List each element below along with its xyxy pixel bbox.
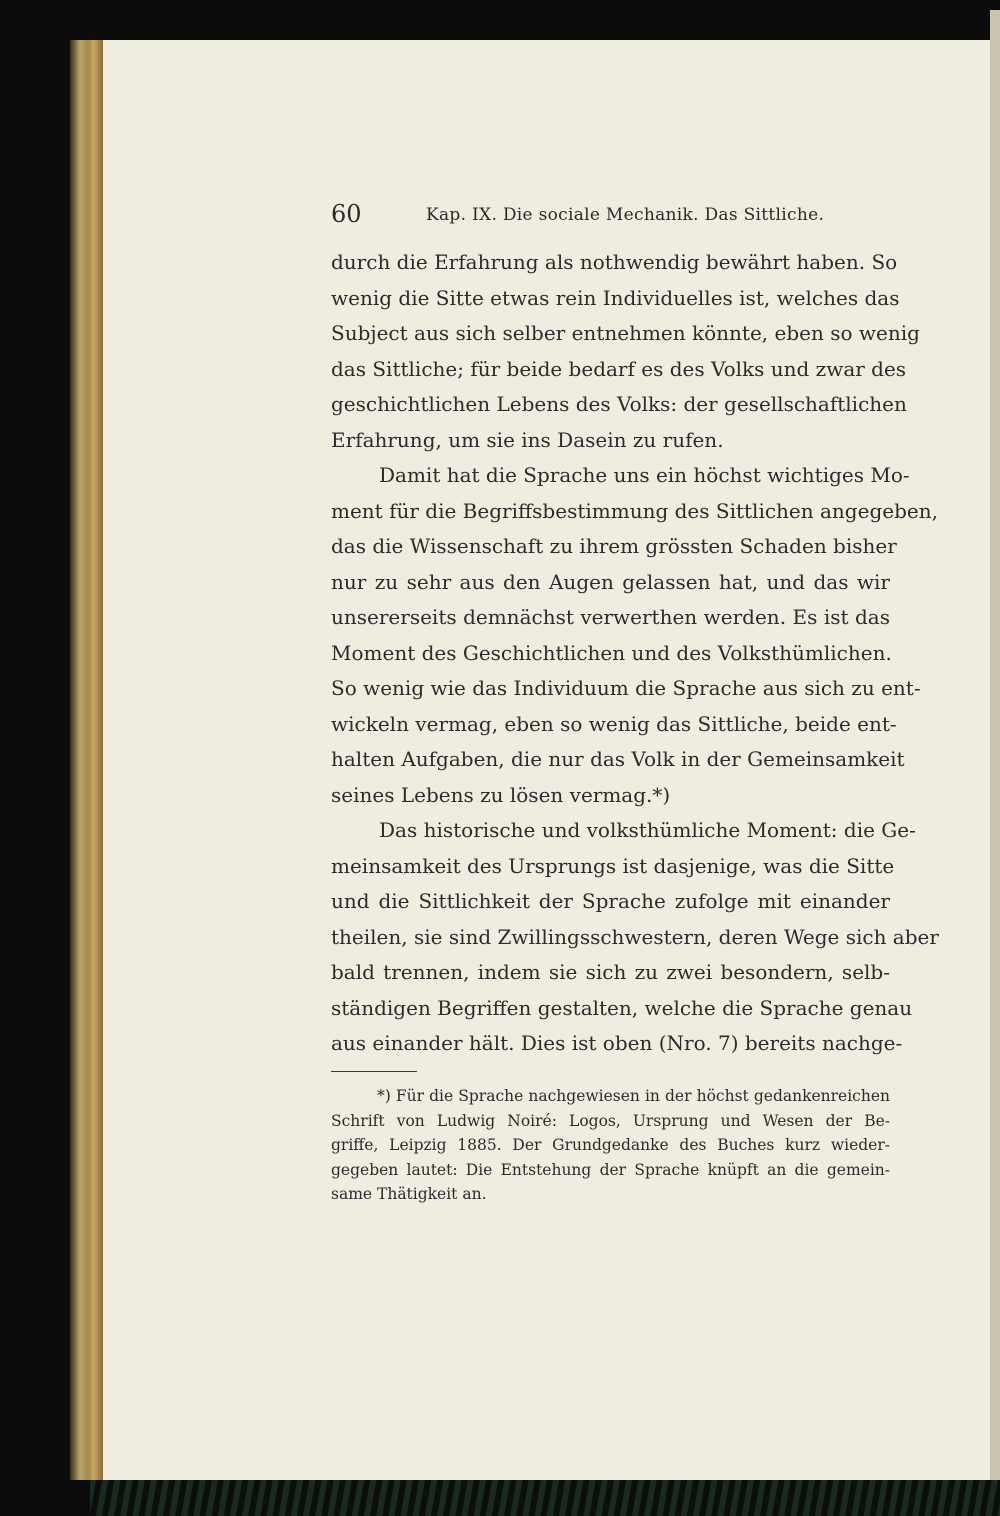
text-line: Subject aus sich selber entnehmen könnte, eben so wenig [331,321,920,345]
page-number: 60 [331,200,362,228]
text-line: seines Lebens zu lösen vermag.*) [331,782,671,807]
running-head [331,200,891,230]
text-line: Das historische und volksthümliche Moment: die Ge- [379,818,916,842]
body-text [331,245,939,1062]
footnote-divider [331,1071,417,1072]
footnote-line: gegeben lautet: Die Entstehung der Sprache knüpft an die gemein- [331,1160,890,1179]
text-line: bald trennen, indem sie sich zu zwei besondern, selb- [331,960,890,984]
page-edge [990,10,1000,1480]
text-line: Moment des Geschichtlichen und des Volksthümlichen. [331,640,892,665]
text-line: aus einander hält. Dies ist oben (Nro. 7) bereits nachge- [331,1031,903,1055]
text-line: ständigen Begriffen gestalten, welche die Sprache genau [331,995,913,1020]
text-line: das die Wissenschaft zu ihrem grössten Schaden bisher [331,534,897,558]
chapter-title: Kap. IX. Die sociale Mechanik. Das Sittliche. [426,205,825,225]
footnote-line: same Thätigkeit an. [331,1185,487,1203]
text-line: ment für die Begriffsbestimmung des Sittlichen angegeben, [331,498,938,523]
background-strip [90,1480,1000,1516]
text-line: geschichtlichen Lebens des Volks: der gesellschaftlichen [331,392,907,416]
text-line: wickeln vermag, eben so wenig das Sittliche, beide ent- [331,711,897,736]
text-line: So wenig wie das Individuum die Sprache aus sich zu ent- [331,676,921,700]
footnote-line: Schrift von Ludwig Noiré: Logos, Ursprung und Wesen der Be- [331,1111,890,1130]
text-line: unsererseits demnächst verwerthen werden. Es ist das [331,605,890,629]
text-line: und die Sittlichkeit der Sprache zufolge mit einander [331,889,890,913]
footnote-line: *) Für die Sprache nachgewiesen in der höchst gedankenreichen [377,1087,890,1105]
text-line: Erfahrung, um sie ins Dasein zu rufen. [331,427,724,452]
text-line: das Sittliche; für beide bedarf es des Volks und zwar des [331,356,907,381]
text-line: meinsamkeit des Ursprungs ist dasjenige, was die Sitte [331,853,895,878]
footnote [331,1084,890,1207]
text-line: wenig die Sitte etwas rein Individuelles ist, welches das [331,285,900,310]
text-line: halten Aufgaben, die nur das Volk in der Gemeinsamkeit [331,747,905,771]
text-line: theilen, sie sind Zwillingsschwestern, deren Wege sich aber [331,924,939,949]
text-line: nur zu sehr aus den Augen gelassen hat, und das wir [331,569,890,594]
text-line: durch die Erfahrung als nothwendig bewährt haben. So [331,250,898,274]
footnote-line: griffe, Leipzig 1885. Der Grundgedanke des Buches kurz wieder- [331,1136,890,1154]
text-line: Damit hat die Sprache uns ein höchst wichtiges Mo- [379,463,910,487]
